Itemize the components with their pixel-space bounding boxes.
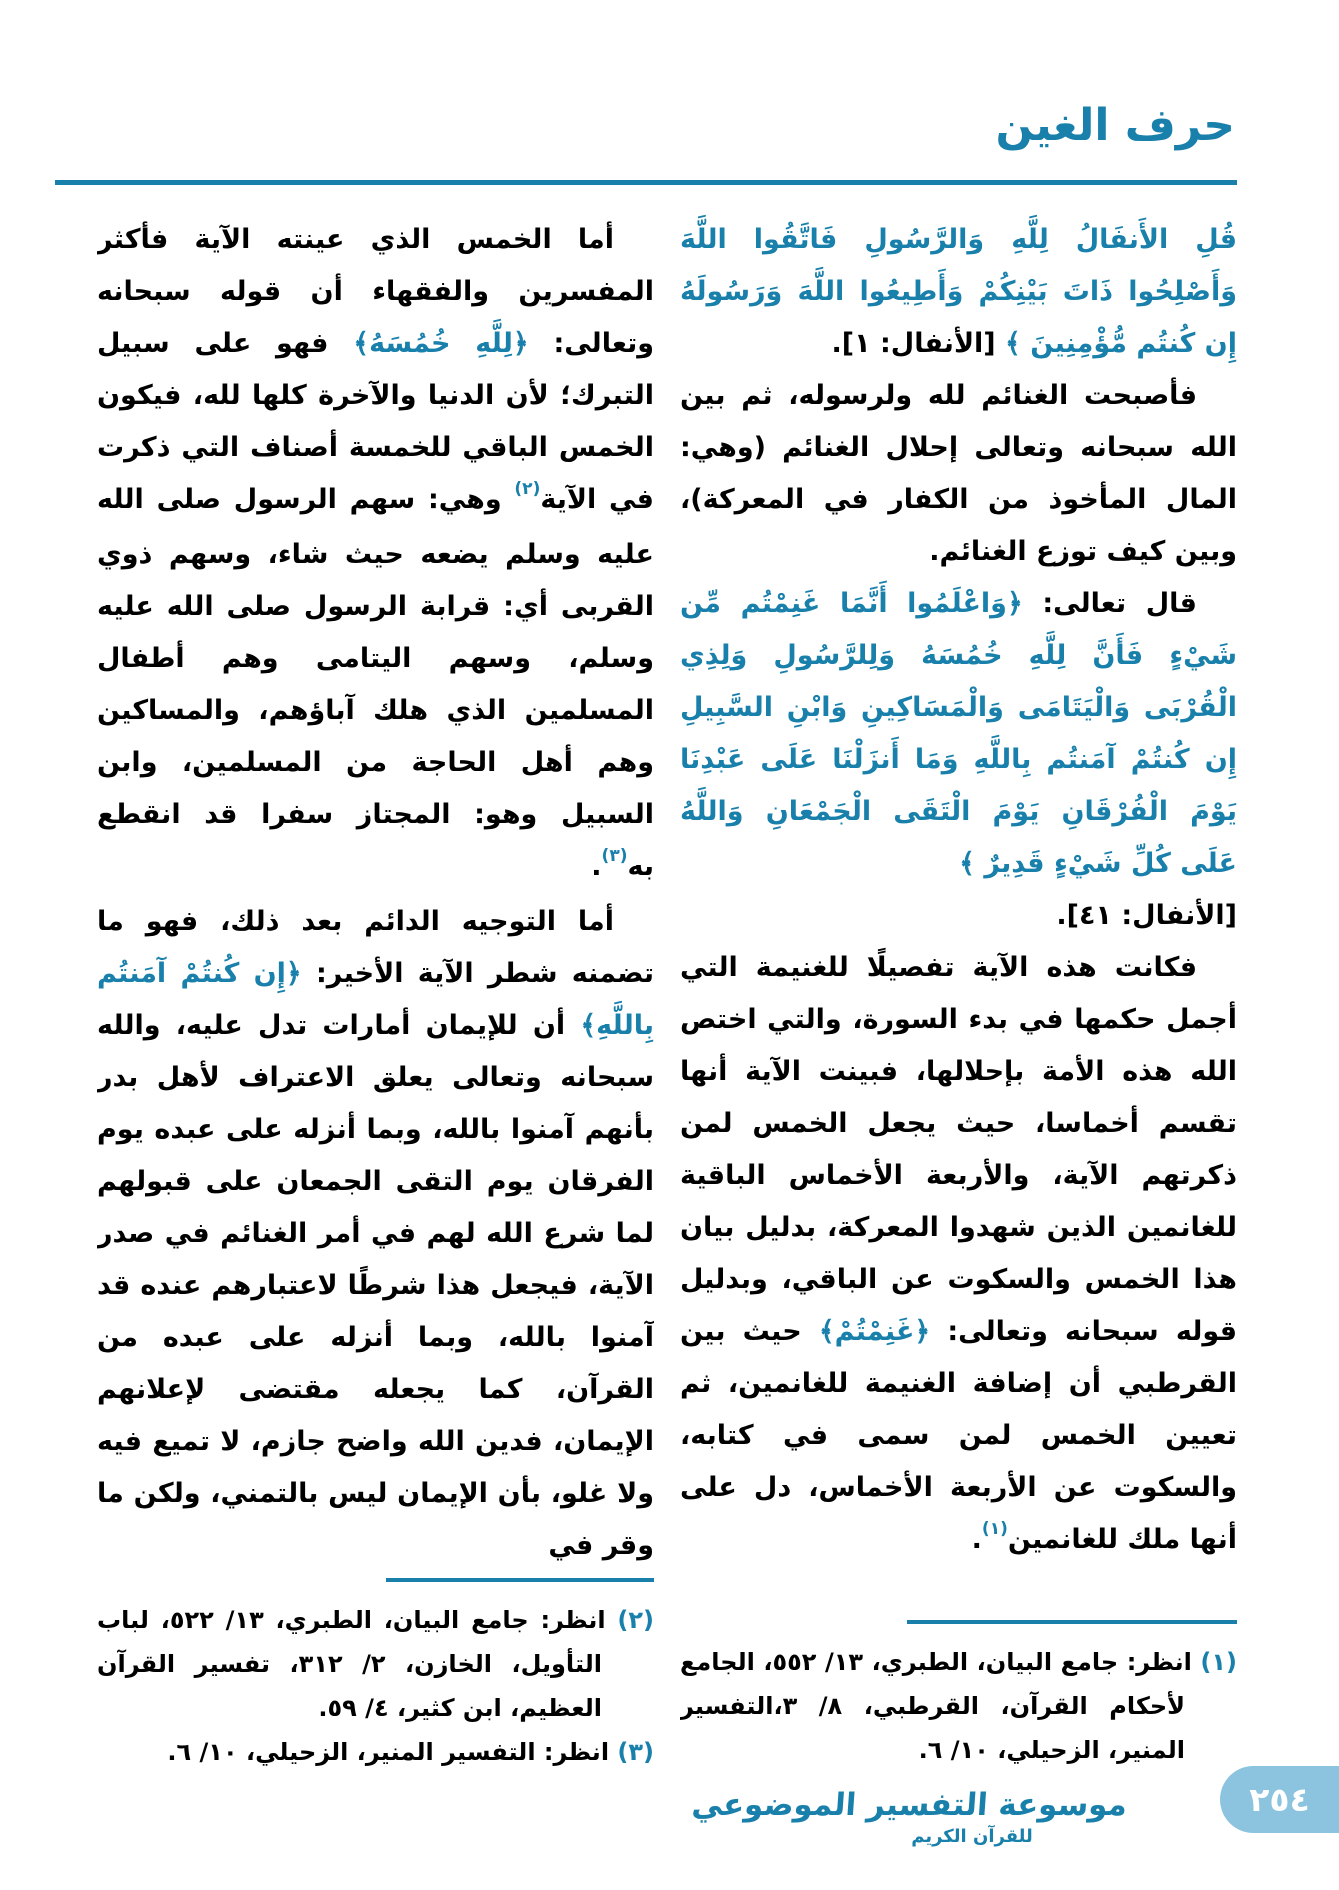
page-title: حرف الغين <box>995 100 1235 151</box>
body-text: حيث بين القرطبي أن إضافة الغنيمة للغانمين، ثم تعيين الخمس لمن سمى في كتابه، والسكوت عن الأربعة الأخماس، دل على أنها ملك للغانمين <box>680 1316 1237 1555</box>
quran-quote-ghanimtum: ﴿غَنِمْتُمْ﴾ <box>818 1316 931 1347</box>
footnote-ref-2: (٢) <box>514 479 541 499</box>
body-text: وهي: سهم الرسول صلى الله عليه وسلم يضعه حيث شاء، وسهم ذوي القربى أي: قرابة الرسول صلى الله عليه وسلم، وسهم اليتامى وهم أطفال المسلمين الذي هلك آباؤهم، والمساكين وهم أهل الحاجة من المسلمين، وابن السبيل وهو: المجتاز سفرا قد انقطع به <box>97 484 654 882</box>
publisher-logo <box>690 1786 1129 1848</box>
footnote-text: انظر: جامع البيان، الطبري، ١٣/ ٥٢٢، لباب التأويل، الخازن، ٢/ ٣١٢، تفسير القرآن العظيم، ابن كثير، ٤/ ٥٩. <box>97 1606 618 1722</box>
quran-verse-anfal-41: ﴿وَاعْلَمُوا أَنَّمَا غَنِمْتُم مِّن شَيْءٍ فَأَنَّ لِلَّهِ خُمُسَهُ وَلِلرَّسُولِ وَلِذِي الْقُرْبَى وَالْيَتَامَى وَالْمَسَاكِينِ وَابْنِ السَّبِيلِ إِن كُنتُمْ آمَنتُم بِاللَّهِ وَمَا أَنزَلْنَا عَلَى عَبْدِنَا يَوْمَ الْفُرْقَانِ يَوْمَ الْتَقَى الْجَمْعَانِ وَاللَّهُ عَلَى كُلِّ شَيْءٍ قَدِيرٌ ﴾ <box>680 588 1237 879</box>
footnote-marker-1: (١) <box>1200 1648 1237 1676</box>
body-text: فهو على سبيل التبرك؛ لأن الدنيا والآخرة كلها لله، فيكون الخمس الباقي للخمسة أصناف التي ذكرت في الآية <box>97 328 654 515</box>
logo-subtitle: للقرآن الكريم <box>911 1826 1033 1848</box>
quran-verse-block <box>680 214 1237 370</box>
body-text: قال تعالى: <box>1022 588 1197 619</box>
footnote-ref-1: (١) <box>981 1519 1008 1539</box>
footnote-divider <box>386 1578 654 1582</box>
paragraph <box>97 214 654 896</box>
quran-quote-in-kuntum-amantum: ﴿إِن كُنتُمْ آمَنتُم بِاللَّهِ﴾ <box>97 958 654 1041</box>
footnote-marker-3: (٣) <box>617 1738 654 1766</box>
column-left <box>97 214 654 1772</box>
ayah-reference: [الأنفال: ١]. <box>831 328 1006 359</box>
quran-quote-lillahi-khumusahu: ﴿لِلَّهِ خُمُسَهُ﴾ <box>353 328 529 359</box>
logo-title: موسوعة التفسير الموضوعي <box>690 1786 1129 1823</box>
paragraph: فأصبحت الغنائم لله ولرسوله، ثم بين الله سبحانه وتعالى إحلال الغنائم (وهي: المال المأخوذ من الكفار في المعركة)، وبين كيف توزع الغنائم. <box>680 380 1237 567</box>
ayah-reference: [الأنفال: ٤١]. <box>1056 900 1237 931</box>
paragraph <box>680 942 1237 1569</box>
footnotes-left <box>97 1572 654 1772</box>
paragraph <box>680 578 1237 890</box>
body-text: . <box>971 1524 982 1555</box>
page-number-badge <box>1220 1766 1339 1833</box>
quran-verse-anfal-1: قُلِ الأَنفَالُ لِلَّهِ وَالرَّسُولِ فَاتَّقُوا اللَّهَ وَأَصْلِحُوا ذَاتَ بَيْنِكُمْ وَأَطِيعُوا اللَّهَ وَرَسُولَهُ إِن كُنتُم مُّؤْمِنِينَ ﴾ <box>680 224 1237 359</box>
column-right <box>680 214 1237 1772</box>
body-text: أن للإيمان أمارات تدل عليه، والله سبحانه وتعالى يعلق الاعتراف لأهل بدر بأنهم آمنوا بالله، وبما أنزله على عبده يوم الفرقان يوم التقى الجمعان على قبولهم لما شرع الله لهم في أمر الغنائم في صدر الآية، فيجعل هذا شرطًا لاعتبارهم عنده قد آمنوا بالله، وبما أنزله على عبده من القرآن، كما يجعله مقتضى لإعلانهم الإيمان، فدين الله واضح جازم، لا تميع فيه ولا غلو، بأن الإيمان ليس بالتمني، ولكن ما وقر في <box>97 1010 654 1561</box>
body-text: أما التوجيه الدائم بعد ذلك، فهو ما تضمنه شطر الآية الأخير: <box>97 906 654 989</box>
footnote-text: انظر: التفسير المنير، الزحيلي، ١٠/ ٦. <box>167 1738 618 1766</box>
body-text: فكانت هذه الآية تفصيلًا للغنيمة التي أجمل حكمها في بدء السورة، والتي اختص الله هذه الأمة بإحلالها، فبينت الآية أنها تقسم أخماسا، حيث يجعل الخمس لمن ذكرتهم الآية، والأربعة الأخماس الباقية للغانمين الذين شهدوا المعركة، بدليل بيان هذا الخمس والسكوت عن الباقي، وبدليل قوله سبحانه وتعالى: <box>680 952 1237 1347</box>
content-columns <box>97 214 1237 1772</box>
footnotes-right <box>680 1614 1237 1772</box>
paragraph <box>97 896 654 1572</box>
body-text: . <box>591 851 602 882</box>
body-text: أما الخمس الذي عينته الآية فأكثر المفسرين والفقهاء أن قوله سبحانه وتعالى: <box>97 224 654 359</box>
footnote-text: انظر: جامع البيان، الطبري، ١٣/ ٥٥٢، الجامع لأحكام القرآن، القرطبي، ٨/ ٣،التفسير المنير، الزحيلي، ١٠/ ٦. <box>680 1648 1201 1764</box>
footnote-divider <box>907 1620 1237 1624</box>
footnote-1 <box>680 1640 1237 1772</box>
footnote-ref-3: (٣) <box>601 846 628 866</box>
footnote-3 <box>97 1730 654 1772</box>
header-divider <box>55 180 1237 185</box>
footnote-2 <box>97 1598 654 1730</box>
footnote-marker-2: (٢) <box>617 1606 654 1634</box>
page-number: ٢٥٤ <box>1249 1780 1310 1819</box>
